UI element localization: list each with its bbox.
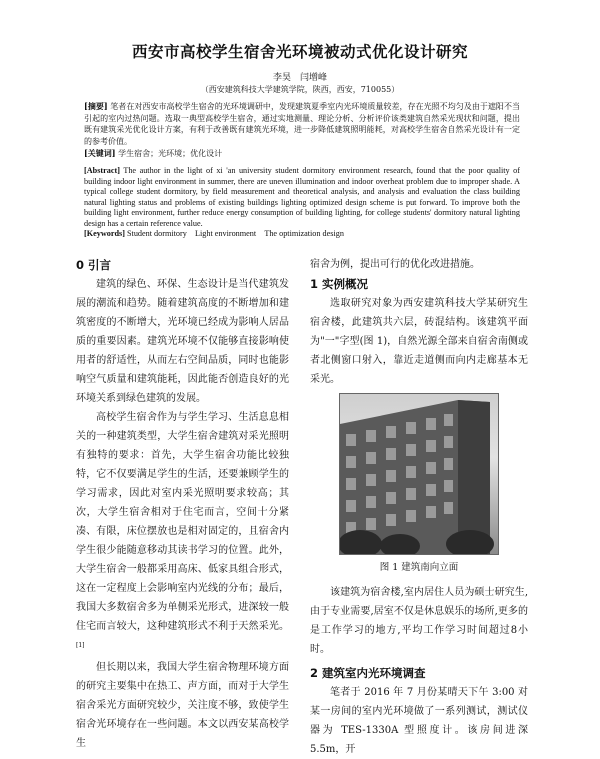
abstract-en: [84, 166, 520, 230]
section-0-paragraph-2: [76, 408, 289, 658]
authors: 李昊 闫增峰: [272, 73, 327, 83]
keywords-cn-label: [关键词]: [84, 148, 116, 158]
affiliation: （西安建筑科技大学建筑学院，陕西，西安，710055）: [200, 85, 400, 94]
section-2-paragraph-1: 笔者于 2016 年 7 月份某晴天下午 3:00 对某一房间的室内光环境做了一系列测试，测试仪器为 TES-1330A 型照度计。该房间进深 5.5m，开: [310, 687, 528, 755]
keywords-cn: [84, 148, 520, 159]
left-column: [76, 255, 289, 753]
paper-title: 西安市高校学生宿舍光环境被动式优化设计研究: [131, 43, 468, 61]
figure-1-caption: 图 1 建筑南向立面: [379, 562, 459, 573]
section-0-paragraph-1: 建筑的绿色、环保、生态设计是当代建筑发展的潮流和趋势。随着建筑高度的不断增加和建筑密度的不断增大，光环境已经成为影响人居品质的重要因素。建筑光环境不仅能够直接影响使用者的舒适性，从而左右空间品质，同时也能影响空气质量和建筑能耗，因此能否创造良好的光环境关系到绿色建筑的发展。: [76, 279, 289, 404]
abstract-en-label: [Abstract]: [84, 166, 120, 175]
section-1-heading: 1 实例概况: [310, 277, 369, 291]
abstract-cn-label: [摘要]: [84, 101, 108, 111]
abstract-cn: [84, 101, 520, 147]
citation-ref: [1]: [76, 642, 85, 649]
section-0-paragraph-3: 但长期以来，我国大学生宿舍物理环境方面的研究主要集中在热工、声方面，而对于大学生宿舍采光方面研究较少，关注度不够，致使学生宿舍光环境存在一些问题。本文以西安某高校学生: [76, 662, 289, 750]
keywords-en-label: [Keywords]: [84, 229, 125, 238]
right-column: [310, 255, 528, 759]
section-1-paragraph-1: 选取研究对象为西安建筑科技大学某研究生宿舍楼，此建筑共六层，砖混结构。该建筑平面为"一"字型(图 1)，自然光源全部来自宿舍南侧或者北侧窗口射入，靠近走道侧而向内走廊基本无采光。: [310, 298, 528, 385]
keywords-cn-text: 学生宿舍；光环境；优化设计: [118, 149, 223, 158]
keywords-en: [84, 228, 520, 239]
section-0-heading: 0 引言: [76, 258, 112, 272]
section-1-paragraph-2: 该建筑为宿舍楼,室内居住人员为硕士研究生,由于专业需要,居室不仅是休息娱乐的场所,更多的是工作学习的地方,平均工作学习时间超过8小时。: [310, 587, 528, 655]
keywords-en-text: Student dormitory Light environment The optimization design: [126, 229, 344, 238]
abstract-cn-text: 笔者在对西安市高校学生宿舍的光环境调研中，发现建筑夏季室内光环境质量较差，存在光照不均匀及由于遮阳不当引起的室内过热问题。选取一典型高校学生宿舍，通过实地测量、理论分析、分析评价该类建筑自然采光现状和问题，提出既有建筑采光优化设计方案，有利于改善既有建筑光环境，进一步降低建筑照明能耗，对高校学生宿舍自然采光设计有一定的参考价值。: [84, 102, 520, 146]
section-0-paragraph-2-text: 高校学生宿舍作为与学生学习、生活息息相关的一种建筑类型，大学生宿舍建筑对采光照明有独特的要求：首先，大学生宿舍功能比较独特，它不仅要满足学生的生活，还要兼顾学生的学习需求，因此对室内采光照明要求较高；其次，大学生宿舍相对于住宅而言，空间十分紧凑、有限，床位摆放也是相对固定的，且宿舍内学生很少能随意移动其读书学习的位置。此外，大学生宿舍一般都采用高床、低家具组合形式，这在一定程度上会影响室内光线的分布；最后，我国大多数宿舍多为单侧采光形式，进深较一般住宅而言较大，这种建筑形式不利于天然采光。: [76, 412, 289, 632]
abstract-en-text: The author in the light of xi 'an university student dormitory environment research, found that the poor quality of building indoor light environment in summer, there are uneven illumination and indoor overheat problem due to improper shade. A typical college student dormitory, by field measurement and theoretical analysis, and analysis and evaluation the class building natural lighting status and problems of existing buildings lighting optimized design scheme is put forward. To improve both the building light environment, further reduce energy consumption of building lighting, for college students' dormitory natural lighting design has a certain reference value.: [84, 166, 520, 228]
section-0-paragraph-3-continued: 宿舍为例，提出可行的优化改进措施。: [310, 259, 480, 270]
building-photo: [339, 393, 499, 555]
section-2-heading: 2 建筑室内光环境调查: [310, 666, 426, 680]
building-illustration: [340, 394, 498, 554]
